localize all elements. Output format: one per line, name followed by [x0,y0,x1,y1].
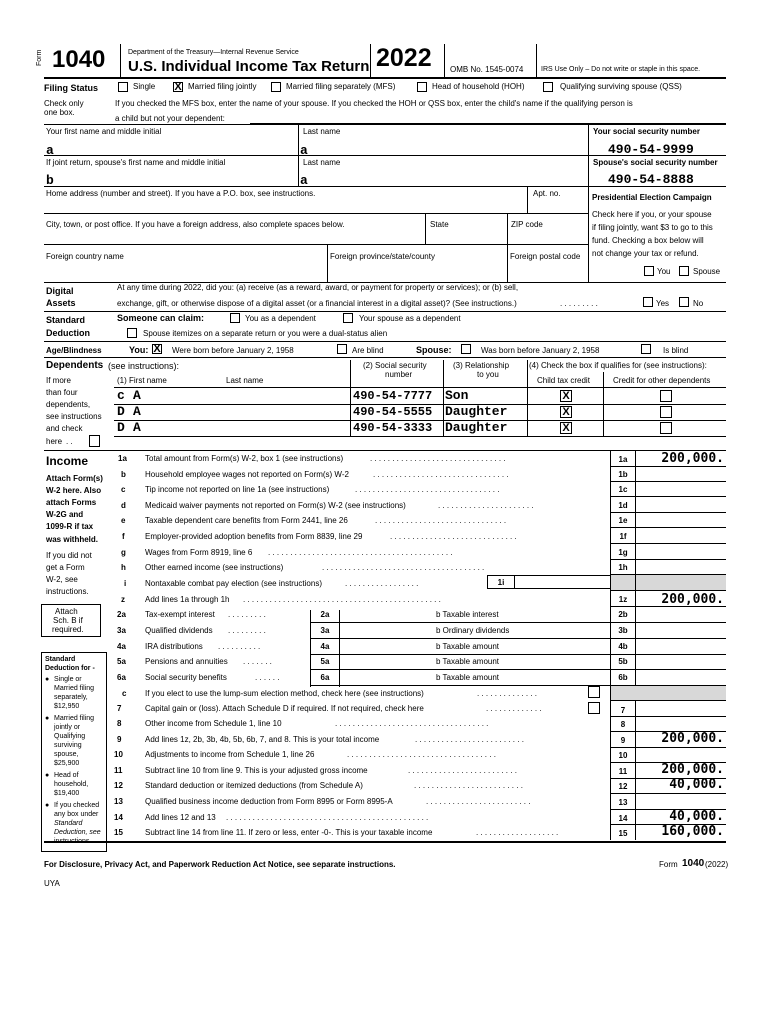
line-num: 13 [114,797,123,806]
footer-code: UYA [44,879,60,888]
line-desc: Add lines 1a through 1h [145,595,230,604]
foreign-province-label: Foreign province/state/county [330,252,435,261]
dep-odc-checkbox[interactable] [660,422,672,434]
line-desc: IRA distributions [145,642,203,651]
line-desc: Subtract line 10 from line 9. This is your adjusted gross income [145,766,368,775]
line-desc: Medicaid waiver payments not reported on Form(s) W-2 (see instructions) [145,501,406,510]
line-box: 1a [618,455,628,464]
digital-label: Digital [46,286,74,296]
line-1i-amount[interactable] [515,575,610,589]
footer-form-number: 1040 [682,858,705,869]
line-amount[interactable]: 200,000. [661,762,724,777]
line-desc: Tip income not reported on line 1a (see instructions) [145,485,330,494]
dep-ctc-checkbox[interactable]: X [560,390,572,402]
more-dependents-checkbox[interactable] [89,435,100,447]
line-num: c [121,485,126,494]
line-desc: Social security benefits [145,673,227,682]
line-num: 8 [117,719,122,728]
digital-no-checkbox[interactable] [679,297,689,307]
campaign-line-2: if filing jointly, want $3 to go to this [592,223,713,232]
spouse-ssn-label: Spouse's social security number [593,158,718,167]
digital-no-label: No [693,299,704,308]
line-desc: Other income from Schedule 1, line 10 [145,719,282,728]
sd-title-2: Deduction for - [45,665,95,672]
no-w2-text-2: get a Form [46,563,85,572]
sd-item: $12,950 [54,703,80,710]
spouse-itemizes-checkbox[interactable] [127,328,137,338]
line-desc-right: b Taxable amount [436,657,500,666]
line-box: 1d [618,501,628,510]
capital-gain-checkbox[interactable] [588,702,600,714]
dep-col-rel-2: to you [477,370,499,379]
sd-item: Married filing [54,715,95,722]
line-num: 1a [118,454,127,463]
line-box: 1g [618,548,628,557]
sd-item: surviving [54,742,82,749]
check-only-text: Check only [44,99,84,108]
campaign-title: Presidential Election Campaign [592,193,712,202]
age-spouse-label: Spouse: [416,345,452,355]
line-num: b [121,470,126,479]
line-num: h [121,563,126,572]
income-title: Income [46,454,89,468]
qualifying-spouse-checkbox[interactable] [543,82,553,92]
line-amount[interactable]: 200,000. [661,592,724,607]
line-desc: Pensions and annuities [145,657,228,666]
campaign-line-4: not change your tax or refund. [592,249,699,258]
line-num: 5a [117,657,126,666]
line-box: 7 [620,706,626,715]
sd-item: Qualifying [54,733,86,740]
last-name-label: Last name [303,127,341,136]
line-num: 4a [117,642,126,651]
line-desc: Add lines 12 and 13 [145,813,216,822]
line-desc: Adjustments to income from Schedule 1, line 26 [145,750,315,759]
campaign-line-1: Check here if you, or your spouse [592,210,712,219]
dep-last[interactable]: A [133,420,141,435]
line-num: c [122,689,127,698]
attach-text-4: W-2G and [46,510,84,519]
campaign-spouse-label: Spouse [693,267,721,276]
one-box-text: one box. [44,108,75,117]
dep-col-last: Last name [226,376,264,385]
line-desc: Capital gain or (loss). Attach Schedule D if required. If not required, check here [145,704,424,713]
you-born-checkbox[interactable]: X [153,343,161,355]
line-amount[interactable]: 200,000. [661,451,724,466]
you-dependent-checkbox[interactable] [230,313,240,323]
line-amount[interactable]: 160,000. [661,824,724,839]
head-of-household-checkbox[interactable] [417,82,427,92]
line-num: g [121,548,126,557]
city-label: City, town, or post office. If you have a foreign address, also complete spaces below. [46,220,345,229]
footer-form-label: Form [659,860,678,869]
married-separately-label: Married filing separately (MFS) [286,82,396,91]
first-name-value[interactable]: a [46,143,54,158]
someone-can-claim: Someone can claim: [117,313,205,323]
line-box: 4a [310,639,340,656]
line-desc: Employer-provided adoption benefits from Form 8839, line 29 [145,532,363,541]
line-num: i [124,579,127,588]
dep-ssn[interactable]: 490-54-7777 [353,389,433,403]
sd-item: spouse, [54,751,79,758]
line-num: z [121,595,125,604]
dep-relationship[interactable]: Daughter [445,404,508,419]
line-desc: Standard deduction or itemized deductions (from Schedule A) [145,781,363,790]
married-separately-checkbox[interactable] [271,82,281,92]
dep-col-odc: Credit for other dependents [613,376,711,385]
digital-text-2: exchange, gift, or otherwise dispose of a digital asset (or a financial interest in a digital asset)? (See instructions.) [117,299,517,308]
spouse-born-label: Was born before January 2, 1958 [481,346,600,355]
line-desc-right: b Taxable amount [436,673,500,682]
line-num: 12 [114,781,123,790]
line-amount[interactable]: 200,000. [661,731,724,746]
filing-instruction: If you checked the MFS box, enter the name of your spouse. If you checked the HOH or QSS box, enter the child's name if the qualifying person is [115,99,633,108]
spouse-blind-label: Is blind [663,346,689,355]
line-desc-right: b Ordinary dividends [436,626,510,635]
form-number: 1040 [52,46,106,73]
attach-text-5: 1099-R if tax [46,522,94,531]
line-box: 4b [618,642,628,651]
line-desc-right: b Taxable amount [436,642,500,651]
line-box: 11 [618,767,628,776]
line-box: 1e [618,516,628,525]
no-w2-text-3: W-2, see [46,575,78,584]
sd-item: jointly or [54,724,81,731]
dep-col-ssn-2: number [385,370,413,379]
line-desc: Subtract line 14 from line 11. If zero or less, enter -0-. This is your taxable income [145,828,433,837]
dep-col-check: (4) Check the box if qualifies for (see instructions): [529,361,707,370]
sd-item: household, [54,781,89,788]
ssn-label: Your social security number [593,127,700,136]
line-num: 6a [117,673,126,682]
campaign-you-checkbox[interactable] [644,266,654,276]
you-born-label: Were born before January 2, 1958 [172,346,294,355]
dep-last[interactable]: A [133,404,141,419]
digital-text-1: At any time during 2022, did you: (a) receive (as a reward, award, or payment for property or services); or (b) sell, [117,283,519,292]
line-box: 1i [497,578,505,587]
line-desc: Total amount from Form(s) W-2, box 1 (see instructions) [145,454,344,463]
line-box: 14 [618,814,628,823]
dep-first[interactable]: c [117,388,125,403]
dep-col-first: (1) First name [117,376,167,385]
sd-item: Head of [54,772,79,779]
dep-relationship[interactable]: Daughter [445,420,508,435]
spouse-last-name-value[interactable]: a [300,173,308,188]
line-box: 15 [618,829,628,838]
dependents-see: (see instructions): [108,361,180,371]
line-1i-box [487,575,515,589]
schedule-b-box [41,604,101,637]
you-blind-checkbox[interactable] [337,344,347,354]
dep-relationship[interactable]: Son [445,388,469,403]
head-of-household-label: Head of household (HOH) [432,82,525,91]
sd-item: If you checked [54,802,100,809]
filing-instruction-2: a child but not your dependent: [115,114,225,123]
spouse-dependent-label: Your spouse as a dependent [359,314,461,323]
line-box: 8 [620,720,626,729]
standard-deduction-box: Standard Deduction for - ● Single or Married filing separately, $12,950 ● Married filing jointly or Qualifying surviving spouse, $25,900 ● Head of household, $19,400 ● If you checked any box under Standard Deduction, see instructions. [41,652,107,852]
dep-side-2: than four [46,388,78,397]
spouse-ssn-value[interactable]: 490-54-8888 [608,172,694,187]
line-box: 3a [310,623,340,640]
sd-item: $19,400 [54,790,80,797]
dependents-title: Dependents [46,360,104,371]
privacy-notice: For Disclosure, Privacy Act, and Paperwork Reduction Act Notice, see separate instructions. [44,860,396,869]
dep-col-ctc: Child tax credit [537,376,590,385]
sd-item: separately, [54,694,88,701]
line-box: 1h [618,563,628,572]
form-title: U.S. Individual Income Tax Return [128,58,370,75]
spouse-dependent-checkbox[interactable] [343,313,353,323]
qualifying-spouse-label: Qualifying surviving spouse (QSS) [560,82,682,91]
line-box: 1f [619,532,627,541]
line-box: 5b [618,657,628,666]
line-num: 7 [117,704,122,713]
line-box: 2a [310,610,340,624]
dep-col-ssn: (2) Social security [363,361,427,370]
line-box: 10 [618,751,628,760]
assets-label: Assets [46,298,76,308]
state-label: State [430,220,449,229]
line-desc: If you elect to use the lump-sum election method, check here (see instructions) [145,689,424,698]
age-blindness-label: Age/Blindness [46,346,102,355]
line-amount[interactable]: 40,000. [669,809,724,824]
last-name-value[interactable]: a [300,143,308,158]
dep-side-6: here [46,437,63,446]
digital-yes-label: Yes [656,299,670,308]
attach-text-3: attach Forms [46,498,97,507]
omb-number: OMB No. 1545-0074 [450,65,524,74]
line-box: 9 [620,736,626,745]
dep-last[interactable]: A [133,388,141,403]
line-desc: Other earned income (see instructions) [145,563,284,572]
foreign-postal-label: Foreign postal code [510,252,581,261]
line-desc: Nontaxable combat pay election (see instructions) [145,579,322,588]
line-box: 12 [618,782,628,791]
married-jointly-label: Married filing jointly [188,82,257,91]
age-you-label: You: [129,345,149,355]
dep-side-3: dependents, [46,400,91,409]
form-label: Form [36,49,43,66]
ssn-value[interactable]: 490-54-9999 [608,142,694,157]
line-desc: Taxable dependent care benefits from Form 2441, line 26 [145,516,348,525]
schb-1: Attach [55,607,78,616]
line-box: 6a [310,670,340,687]
irs-use-only: IRS Use Only – Do not write or staple in this space. [541,66,701,73]
you-blind-label: Are blind [352,346,384,355]
line-amount[interactable]: 40,000. [669,777,724,792]
dep-first[interactable]: D [117,404,125,419]
sd-item: Single or [54,676,82,683]
spouse-born-checkbox[interactable] [461,344,471,354]
line-box: 3b [618,626,628,635]
campaign-spouse-checkbox[interactable] [679,266,689,276]
tax-year: 2022 [376,44,432,72]
single-label: Single [133,82,156,91]
schb-2: Sch. B if [53,616,83,625]
first-name-label: Your first name and middle initial [46,127,162,136]
dep-ctc-checkbox[interactable]: X [560,406,572,418]
line-desc: Tax-exempt interest [145,610,215,619]
married-jointly-checkbox[interactable]: X [174,81,182,93]
dep-side-1: If more [46,376,71,385]
line-num: e [121,516,126,525]
line-box: 2b [618,610,628,619]
dep-odc-checkbox[interactable] [660,390,672,402]
dep-ssn[interactable]: 490-54-5555 [353,405,433,419]
line-desc: Wages from Form 8919, line 6 [145,548,253,557]
sd-item: instructions. [54,838,92,845]
dep-odc-checkbox[interactable] [660,406,672,418]
spouse-itemizes-label: Spouse itemizes on a separate return or you were a dual-status alien [143,329,388,338]
line-box: 1z [618,595,628,604]
line-num: d [121,501,126,510]
no-w2-text-1: If you did not [46,551,92,560]
sd-item: Deduction, see [54,829,101,836]
line-num: 10 [114,750,123,759]
line-box: 6b [618,673,628,682]
digital-yes-checkbox[interactable] [643,297,653,307]
dep-col-rel: (3) Relationship [453,361,510,370]
lump-sum-checkbox[interactable] [588,686,600,698]
spouse-last-name-label: Last name [303,158,341,167]
footer-form-year: (2022) [705,860,729,869]
campaign-you-label: You [657,267,671,276]
line-box: 5a [310,655,340,671]
attach-text-6: was withheld. [46,535,99,544]
line-num: 9 [117,735,122,744]
line-num: 15 [114,828,123,837]
line-num: f [122,532,125,541]
department-text: Department of the Treasury—Internal Revenue Service [128,49,299,56]
attach-text-1: Attach Form(s) [46,474,103,483]
sd-item: Married filing [54,685,95,692]
foreign-country-label: Foreign country name [46,252,124,261]
line-desc: Household employee wages not reported on Form(s) W-2 [145,470,349,479]
line-num: 14 [114,813,123,822]
standard-label: Standard [46,315,86,325]
apt-label: Apt. no. [533,189,561,198]
line-desc-right: b Taxable interest [436,610,499,619]
line-box: 13 [618,798,628,807]
dep-side-5: and check [46,424,83,433]
you-dependent-label: You as a dependent [245,314,316,323]
line-desc: Qualified business income deduction from Form 8995 or Form 8995-A [145,797,393,806]
campaign-line-3: fund. Checking a box below will [592,236,704,245]
line-box: 1b [618,470,628,479]
deduction-label: Deduction [46,328,90,338]
spouse-first-name-label: If joint return, spouse's first name and middle initial [46,158,226,167]
single-checkbox[interactable] [118,82,128,92]
sd-item: $25,900 [54,760,80,767]
line-num: 2a [117,610,126,619]
sd-item: Standard [54,820,83,827]
dep-first[interactable]: D [117,420,125,435]
line-num: 3a [117,626,126,635]
filing-status-label: Filing Status [44,83,98,93]
schb-3: required. [52,625,84,634]
line-desc: Add lines 1z, 2b, 3b, 4b, 5b, 6b, 7, and 8. This is your total income [145,735,380,744]
zip-label: ZIP code [511,220,543,229]
line-box: 1c [618,485,628,494]
line-desc: Qualified dividends [145,626,213,635]
home-address-label: Home address (number and street). If you have a P.O. box, see instructions. [46,189,316,198]
dep-side-4: see instructions [46,412,102,421]
dep-ssn[interactable]: 490-54-3333 [353,421,433,435]
line-num: 11 [114,766,123,775]
attach-text-2: W-2 here. Also [46,486,102,495]
sd-title-1: Standard [45,656,76,663]
spouse-blind-checkbox[interactable] [641,344,651,354]
sd-item: any box under [54,811,99,818]
spouse-first-name-value[interactable]: b [46,173,54,188]
dep-ctc-checkbox[interactable]: X [560,422,572,434]
no-w2-text-4: instructions. [46,587,89,596]
